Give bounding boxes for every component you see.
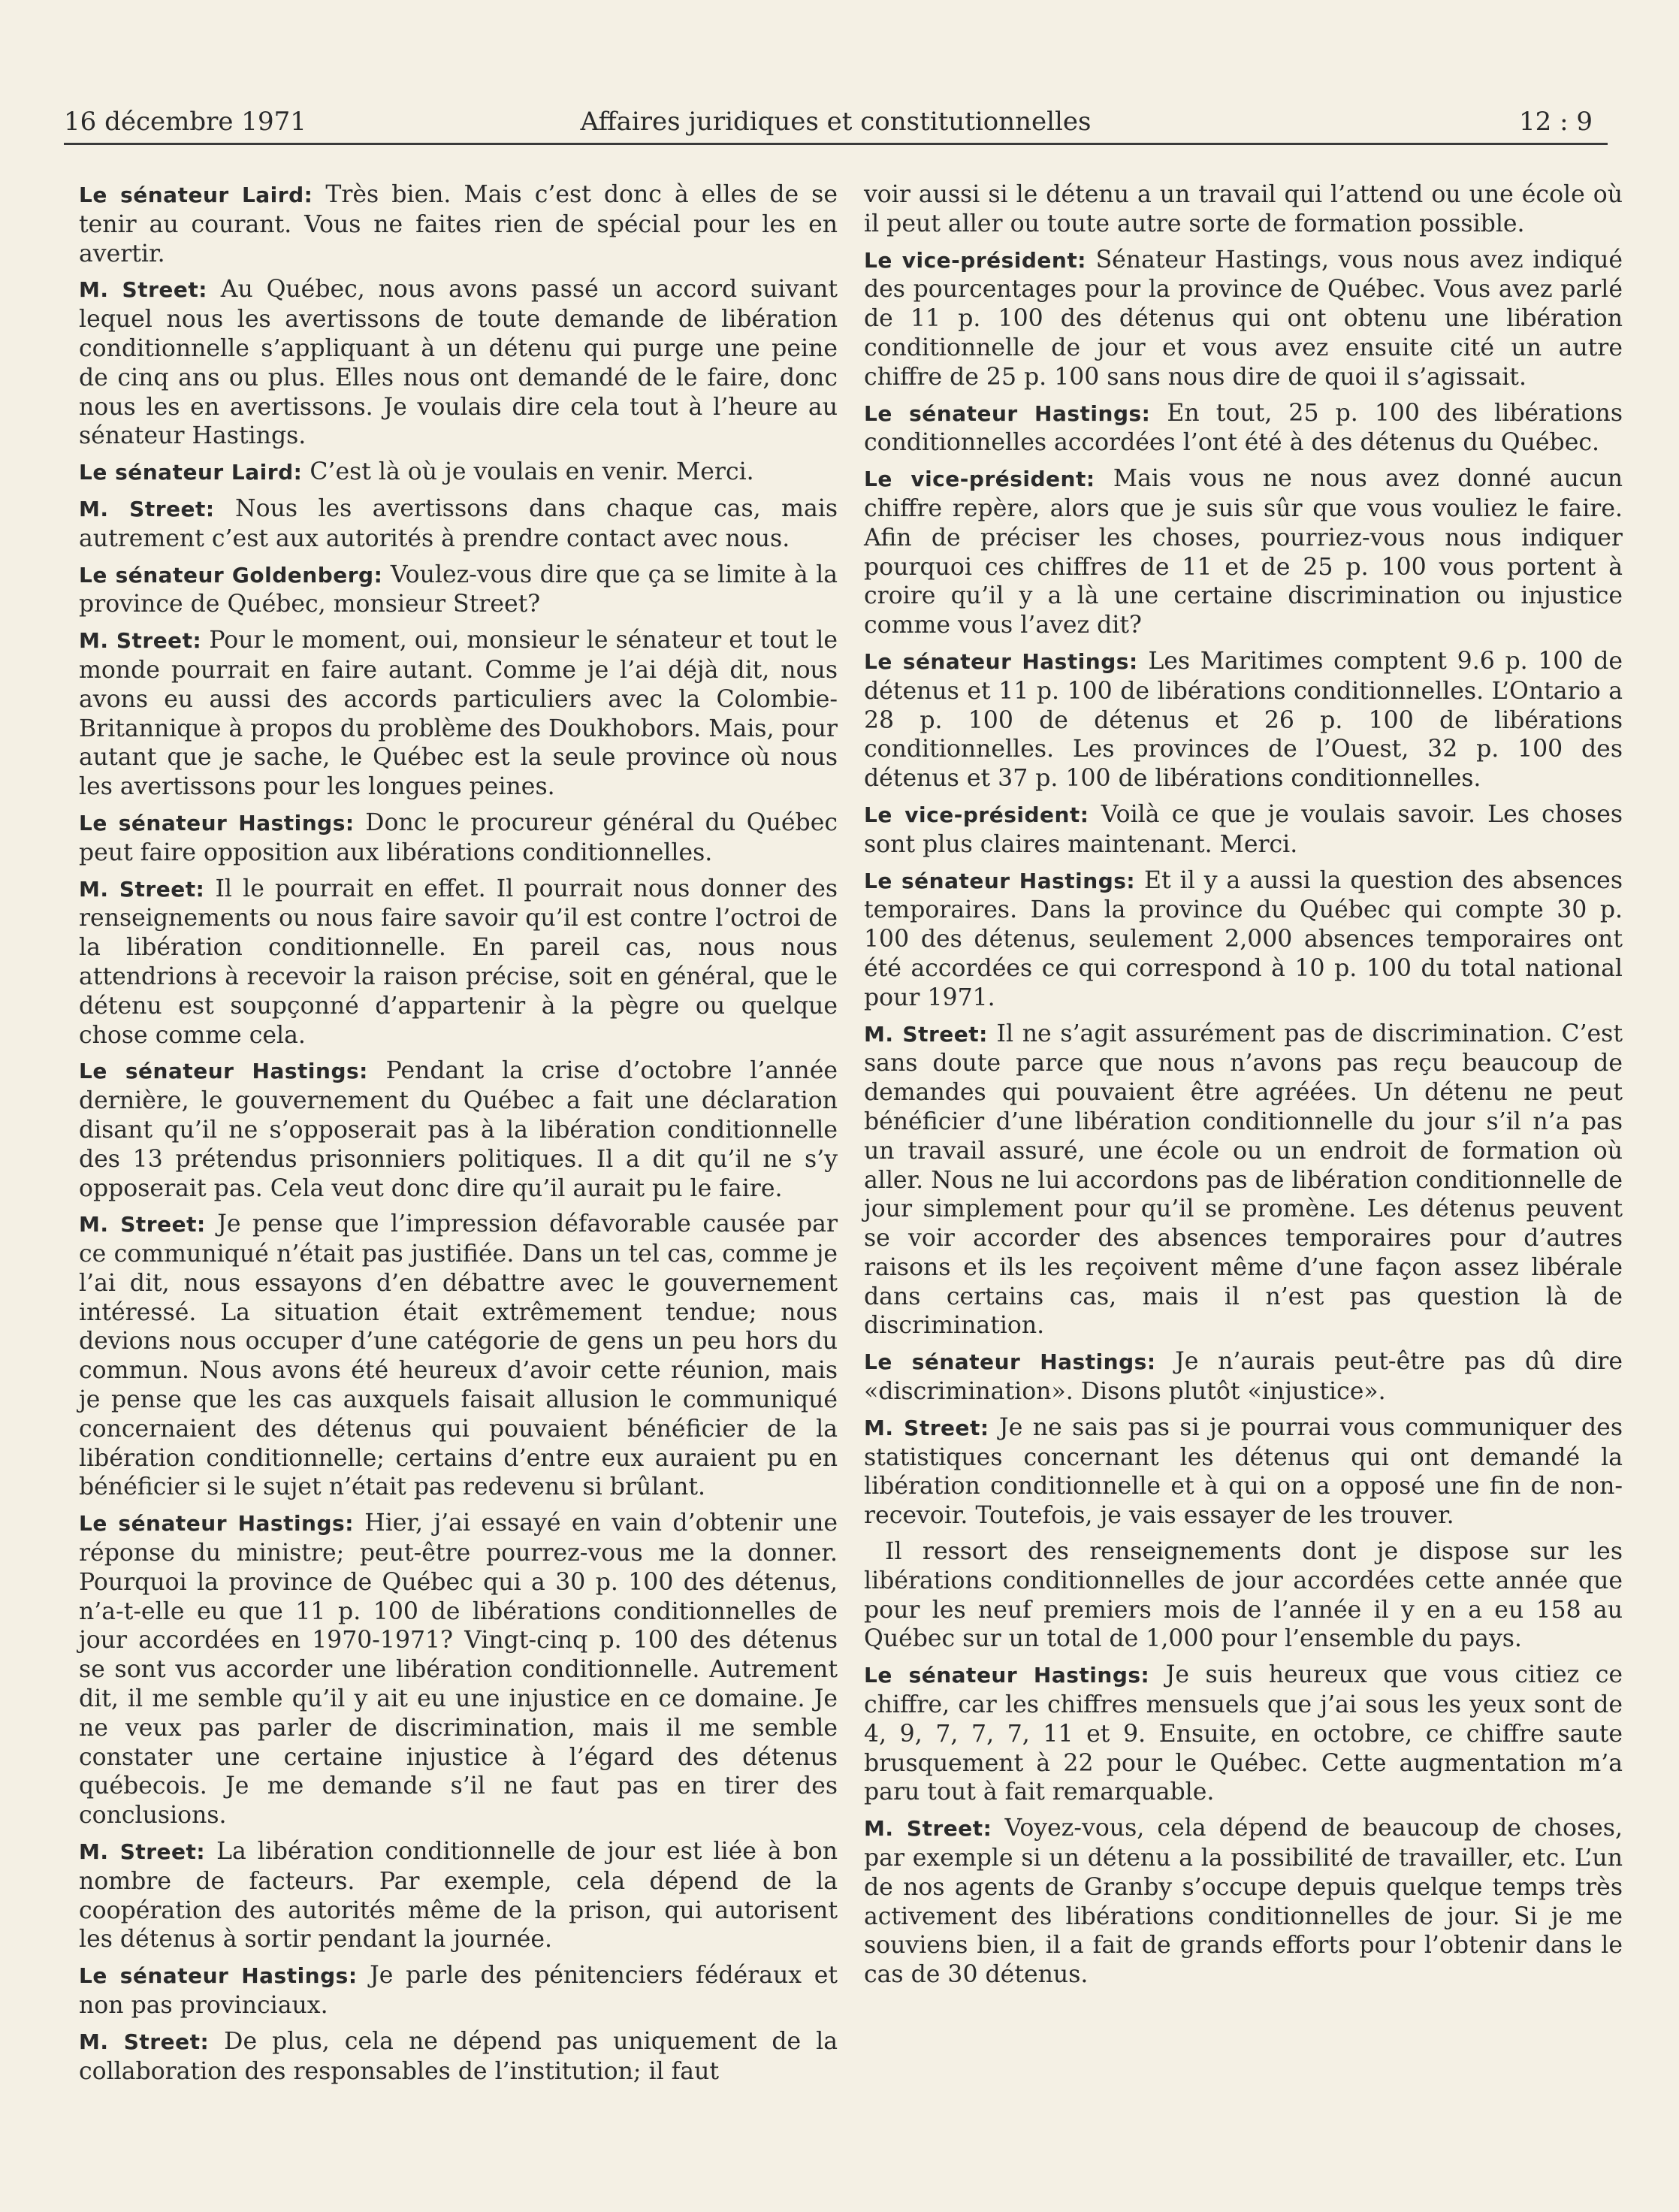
speaker-name: M. Street:	[79, 496, 215, 521]
transcript-paragraph	[79, 275, 838, 451]
speech-text: Je suis heureux que vous citiez ce chiffre, car les chiffres mensuels que j’ai sous les yeux sont de 4, 9, 7, 7, 7, 11 et 9. Ensuite, en octobre, ce chiffre saute brusquement à 22 pour le Québec. Cette augmentation m’a paru tout à fait remarquable.	[864, 1661, 1623, 1806]
transcript-paragraph	[79, 1056, 838, 1203]
speaker-name: Le sénateur Hastings:	[864, 400, 1151, 426]
speaker-name: Le sénateur Hastings:	[864, 868, 1136, 893]
transcript-paragraph	[864, 399, 1623, 458]
speaker-name: M. Street:	[864, 1021, 988, 1047]
speech-text: Il ne s’agit assurément pas de discrimination. C’est sans doute parce que nous n’avons pas reçu beaucoup de demandes qui pouvaient être agréées. Un détenu ne peut bénéficier d’une libération conditionnelle du jour s’il n’a pas un travail assuré, une école ou un endroit de formation où aller. Nous ne lui accordons pas de libération conditionnelle de jour simplement pour qu’il se promène. Les détenus peuvent se voir accorder des absences temporaires pour d’autres raisons et ils les reçoivent même d’une façon assez libérale dans certains cas, mais il n’est pas question là de discrimination.	[864, 1020, 1623, 1340]
speaker-name: Le sénateur Hastings:	[864, 648, 1138, 674]
speaker-name: Le vice-président:	[864, 467, 1095, 492]
transcript-paragraph	[79, 561, 838, 620]
transcript-paragraph	[79, 180, 838, 268]
speech-text: Mais vous ne nous avez donné aucun chiffre repère, alors que je suis sûr que vous vouliez le faire. Afin de préciser les choses, pourriez-vous nous indiquer pourquoi ces chiffres de 11 et de 25 p. 100 vous portent à croire qu’il y a là une certaine discrimination ou injustice comme vous l’avez dit?	[864, 465, 1623, 639]
speaker-name: Le vice-président:	[864, 247, 1086, 273]
speaker-name: M. Street:	[79, 876, 205, 902]
transcript-paragraph	[79, 1509, 838, 1830]
speech-text: Voulez-vous dire que ça se limite à la province de Québec, monsieur Street?	[79, 561, 838, 618]
transcript-paragraph	[79, 626, 838, 802]
speaker-name: Le sénateur Hastings:	[864, 1663, 1150, 1688]
speaker-name: Le sénateur Hastings:	[79, 1511, 354, 1537]
speaker-name: Le sénateur Hastings:	[864, 1349, 1156, 1375]
speaker-name: Le sénateur Hastings:	[79, 810, 355, 836]
header-title: Affaires juridiques et constitutionnelles	[580, 107, 1092, 137]
transcript-body	[79, 180, 1623, 2179]
speaker-name: M. Street:	[864, 1816, 992, 1842]
speech-text: Les Maritimes comptent 9.6 p. 100 de détenus et 11 p. 100 de libérations conditionnelles. L’Ontario a 28 p. 100 de détenus et 26 p. 100 de libérations conditionnelles. Les provinces de l’Ouest, 32 p. 100 des détenus et 37 p. 100 de libérations conditionnelles.	[864, 647, 1623, 793]
speaker-name: M. Street:	[79, 628, 202, 654]
transcript-paragraph	[79, 1961, 838, 2020]
transcript-paragraph	[79, 875, 838, 1050]
transcript-paragraph	[864, 866, 1623, 1013]
transcript-paragraph	[864, 246, 1623, 392]
header-page-number: 12 : 9	[1519, 107, 1593, 137]
speaker-name: Le sénateur Laird:	[79, 460, 303, 485]
right-column	[864, 180, 1623, 2179]
speech-text: Donc le procureur général du Québec peut faire opposition aux libérations conditionnelles.	[79, 808, 838, 866]
transcript-paragraph	[864, 1347, 1623, 1407]
speech-text: C’est là où je voulais en venir. Merci.	[302, 458, 754, 486]
speech-text: voir aussi si le détenu a un travail qui l’attend ou une école où il peut aller ou toute autre sorte de formation possible.	[864, 181, 1623, 237]
speech-text: La libération conditionnelle de jour est liée à bon nombre de facteurs. Par exemple, cela dépend de la coopération des autorités même de la prison, qui autorisent les détenus à sortir pendant la journée.	[79, 1838, 838, 1954]
speaker-name: M. Street:	[79, 1212, 206, 1237]
speaker-name: M. Street:	[79, 277, 207, 303]
speech-text: Pendant la crise d’octobre l’année dernière, le gouvernement du Québec a fait une déclaration disant qu’il ne s’opposerait pas à la libération conditionnelle des 13 prétendus prisonniers politiques. Il a dit qu’il ne s’y opposerait pas. Cela veut donc dire qu’il aurait pu le faire.	[79, 1057, 838, 1202]
transcript-paragraph	[79, 494, 838, 554]
speaker-name: M. Street:	[864, 1415, 989, 1440]
speaker-name: M. Street:	[79, 2029, 210, 2054]
speech-text: Voyez-vous, cela dépend de beaucoup de choses, par exemple si un détenu a la possibilité de travailler, etc. L’un de nos agents de Granby s’occupe depuis quelque temps très activement des libérations conditionnelles de jour. Si je me souviens bien, il a fait de grands efforts pour l’obtenir dans le cas de 30 détenus.	[864, 1815, 1623, 1989]
transcript-paragraph	[864, 1020, 1623, 1341]
speech-text: Et il y a aussi la question des absences temporaires. Dans la province du Québec qui compte 30 p. 100 des détenus, seulement 2,000 absences temporaires ont été accordées ce qui correspond à 10 p. 100 du total national pour 1971.	[864, 866, 1623, 1011]
transcript-paragraph	[79, 808, 838, 868]
speech-text: Nous les avertissons dans chaque cas, mais autrement c’est aux autorités à prendre contact avec nous.	[79, 494, 838, 552]
speaker-name: Le vice-président:	[864, 802, 1089, 827]
transcript-paragraph	[864, 1814, 1623, 1990]
transcript-paragraph	[79, 1837, 838, 1954]
speaker-name: Le sénateur Goldenberg:	[79, 562, 383, 588]
speech-text: Voilà ce que je voulais savoir. Les choses sont plus claires maintenant. Merci.	[864, 800, 1623, 858]
speech-text: Il ressort des renseignements dont je dispose sur les libérations conditionnelles de jour accordées cette année que pour les neuf premiers mois de l’année il y en a eu 158 au Québec sur un total de 1,000 pour l’ensemble du pays.	[864, 1538, 1623, 1653]
speaker-name: M. Street:	[79, 1839, 206, 1865]
transcript-paragraph	[79, 2027, 838, 2087]
transcript-paragraph	[864, 1537, 1623, 1654]
speech-text: Pour le moment, oui, monsieur le sénateur et tout le monde pourrait en faire autant. Comme je l’ai déjà dit, nous avons eu aussi des accords particuliers avec la Colombie-Britannique à propos du problème des Doukhobors. Mais, pour autant que je sache, le Québec est la seule province où nous les avertissons pour les longues peines.	[79, 627, 838, 801]
header-date: 16 décembre 1971	[64, 107, 307, 137]
transcript-paragraph	[864, 464, 1623, 640]
speech-text: Au Québec, nous avons passé un accord suivant lequel nous les avertissons de toute demande de libération conditionnelle s’appliquant à un détenu qui purge une peine de cinq ans ou plus. Elles nous ont demandé de le faire, donc nous les en avertissons. Je voulais dire cela tout à l’heure au sénateur Hastings.	[79, 276, 838, 450]
page-header	[64, 98, 1608, 145]
speech-text: Je n’aurais peut-être pas dû dire «discrimination». Disons plutôt «injustice».	[864, 1348, 1623, 1406]
transcript-paragraph	[864, 647, 1623, 793]
transcript-paragraph	[864, 180, 1623, 239]
speech-text: Hier, j’ai essayé en vain d’obtenir une réponse du ministre; peut-être pourrez-vous me la donner. Pourquoi la province de Québec qui a 30 p. 100 des détenus, n’a-t-elle eu que 11 p. 100 de libérations conditionnelles de jour accordées en 1970-1971? Vingt-cinq p. 100 des détenus se sont vus accorder une libération conditionnelle. Autrement dit, il me semble qu’il y ait eu une injustice en ce domaine. Je ne veux pas parler de discrimination, mais il me semble constater une certaine injustice à l’égard des détenus québecois. Je me demande s’il ne faut pas en tirer des conclusions.	[79, 1509, 838, 1830]
speech-text: Sénateur Hastings, vous nous avez indiqué des pourcentages pour la province de Québec. Vous avez parlé de 11 p. 100 des détenus qui ont obtenu une libération conditionnelle de jour et vous avez ensuite cité un autre chiffre de 25 p. 100 sans nous dire de quoi il s’agissait.	[864, 246, 1623, 391]
speech-text: Je pense que l’impression défavorable causée par ce communiqué n’était pas justifiée. Dans un tel cas, comme je l’ai dit, nous essayons d’en débattre avec le gouvernement intéressé. La situation était extrêmement tendue; nous devions nous occuper d’une catégorie de gens un peu hors du commun. Nous avons été heureux d’avoir cette réunion, mais je pense que les cas auxquels faisait allusion le communiqué concernaient des détenus qui pouvaient bénéficier de la libération conditionnelle; certains d’entre eux auraient pu en bénéficier si le sujet n’était pas redevenu si brûlant.	[79, 1210, 838, 1501]
speaker-name: Le sénateur Hastings:	[79, 1963, 358, 1989]
speech-text: Je parle des pénitenciers fédéraux et non pas provinciaux.	[79, 1962, 838, 2020]
left-column	[79, 180, 838, 2179]
transcript-paragraph	[864, 800, 1623, 860]
speech-text: En tout, 25 p. 100 des libérations conditionnelles accordées l’ont été à des détenus du Québec.	[864, 399, 1623, 457]
speech-text: Je ne sais pas si je pourrai vous communiquer des statistiques concernant les détenus qui ont demandé la libération conditionnelle et à qui on a opposé une fin de non-recevoir. Toutefois, je vais essayer de les trouver.	[864, 1413, 1623, 1530]
speech-text: Très bien. Mais c’est donc à elles de se tenir au courant. Vous ne faites rien de spécial pour les en avertir.	[79, 181, 838, 267]
transcript-paragraph	[864, 1413, 1623, 1531]
transcript-paragraph	[79, 1210, 838, 1502]
transcript-paragraph	[79, 458, 838, 488]
transcript-paragraph	[864, 1661, 1623, 1807]
speaker-name: Le sénateur Laird:	[79, 183, 313, 207]
speaker-name: Le sénateur Hastings:	[79, 1059, 368, 1084]
speech-text: Il le pourrait en effet. Il pourrait nous donner des renseignements ou nous faire savoir qu’il est contre l’octroi de la libération conditionnelle. En pareil cas, nous nous attendrions à recevoir la raison précise, soit en général, que le détenu est soupçonné d’appartenir à la pègre ou quelque chose comme cela.	[79, 875, 838, 1049]
speech-text: De plus, cela ne dépend pas uniquement de la collaboration des responsables de l’institution; il faut	[79, 2027, 838, 2085]
